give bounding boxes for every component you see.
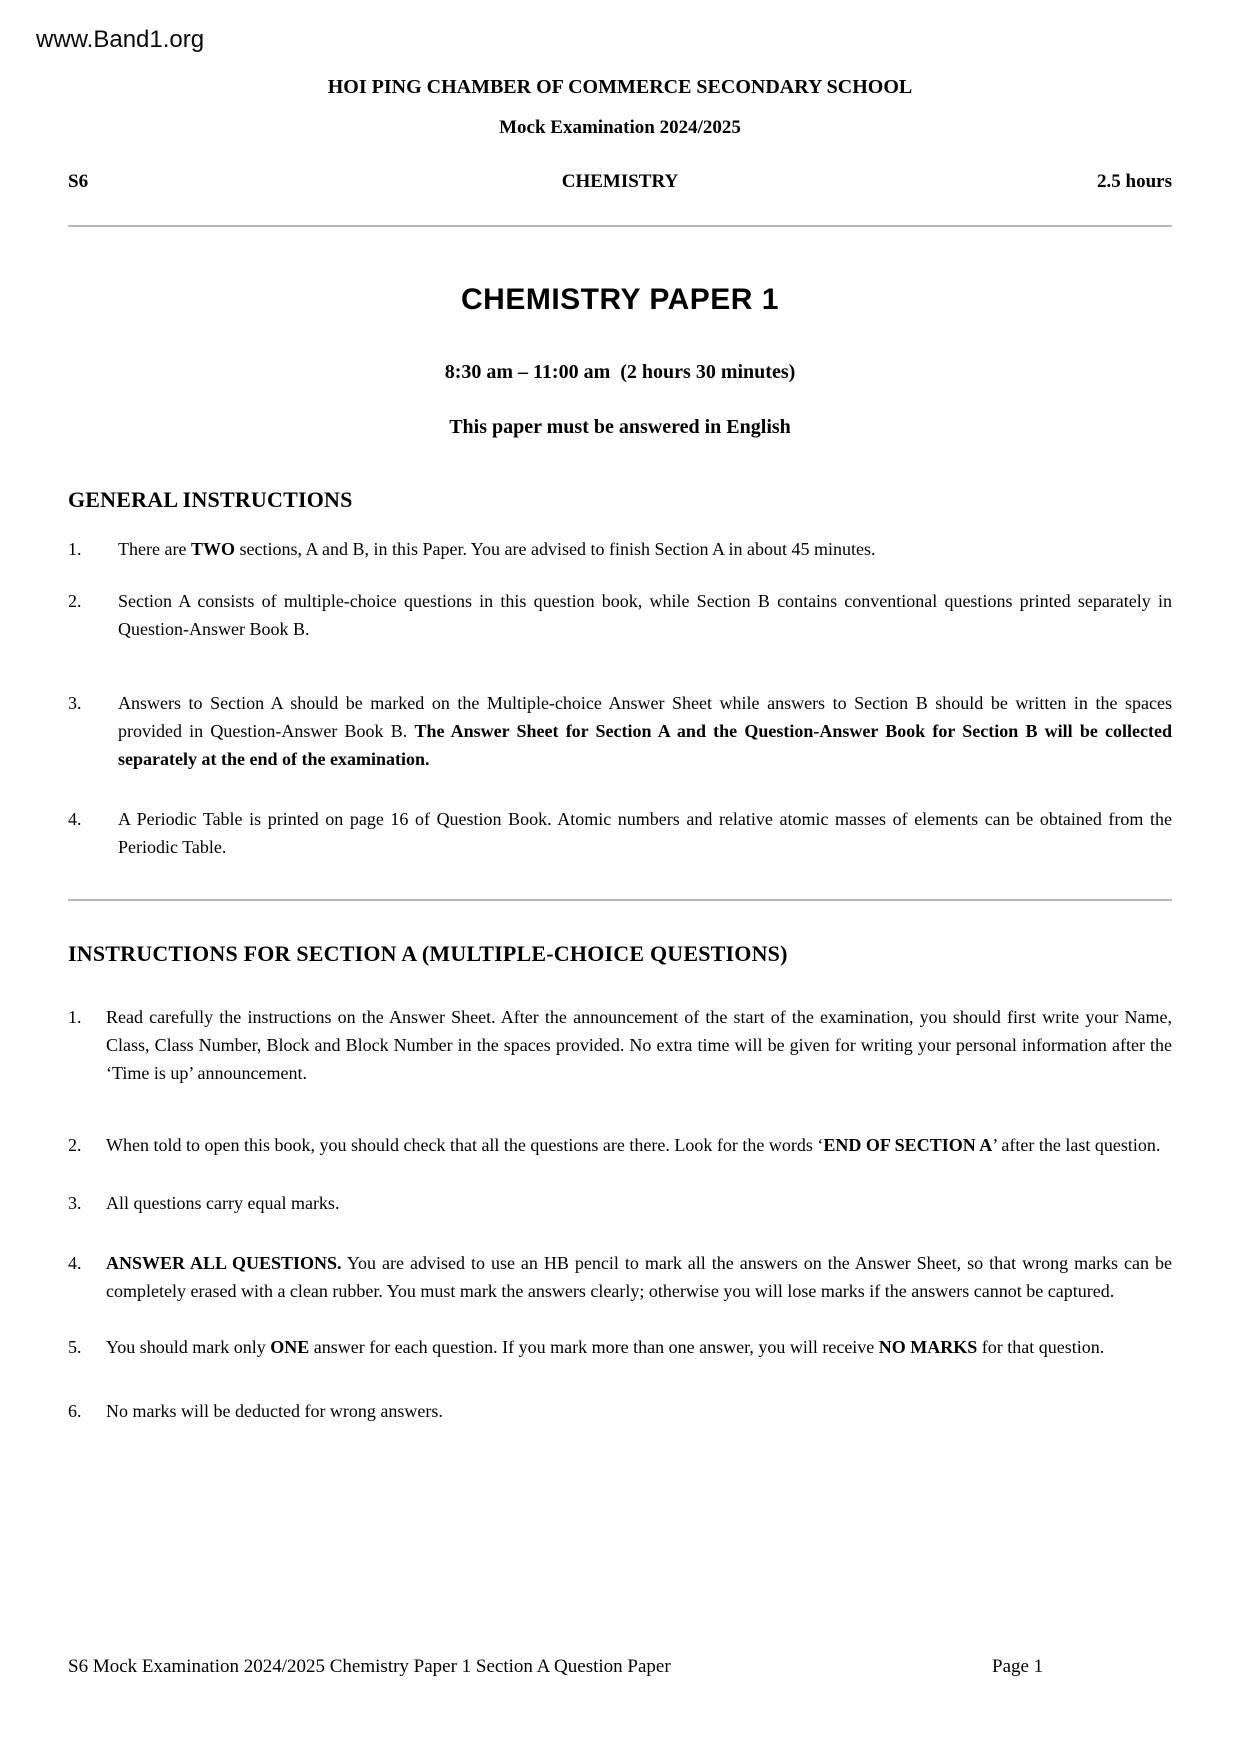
section-a-instructions-heading: INSTRUCTIONS FOR SECTION A (MULTIPLE-CHOICE QUESTIONS) [68,941,788,966]
item-text: Read carefully the instructions on the Answer Sheet. After the announcement of the start of the examination, you should first write your Name, Class, Class Number, Block and Block Number in the spaces provided. No extra time will be given for writing your personal information after the ‘Time is up’ announcement. [106,1007,1172,1083]
exam-duration: 2.5 hours [1097,171,1172,192]
item-text: A Periodic Table is printed on page 16 of Question Book. Atomic numbers and relative atomic masses of elements can be obtained from the Periodic Table. [118,809,1172,857]
paper-header [68,0,1172,193]
page-footer [68,1656,1172,1678]
exam-time: 8:30 am – 11:00 am (2 hours 30 minutes) [444,361,796,383]
instruction-item [68,1003,1172,1087]
item-text: No marks will be deducted for wrong answers. [106,1401,443,1421]
page-number: Page 1 [992,1656,1044,1677]
school-name: HOI PING CHAMBER OF COMMERCE SECONDARY SCHOOL [327,76,913,98]
instruction-item [68,1397,1172,1425]
class-level: S6 [68,171,89,192]
general-instructions-heading: GENERAL INSTRUCTIONS [68,487,353,512]
item-number: 2. [68,591,82,611]
item-text: Answers to Section A should be marked on the Multiple-choice Answer Sheet while answers to Section B should be written in the spaces provided in Question-Answer Book B. The Answer Sheet for Section A and the Question-Answer Book for Section B will be collected separately at the end of the examination. [118,693,1172,769]
language-note: This paper must be answered in English [449,416,791,438]
title-block [68,283,1172,439]
item-number: 5. [68,1337,82,1357]
instruction-item [68,1333,1172,1361]
section-divider [68,899,1172,901]
paper-meta-row [68,171,1172,193]
item-number: 2. [68,1135,82,1155]
general-instructions-list [68,535,1172,861]
item-number: 4. [68,1253,82,1273]
instruction-item [68,1189,1172,1217]
section-a-instructions-list [68,1003,1172,1425]
item-number: 1. [68,539,82,559]
header-divider [68,225,1172,227]
item-number: 1. [68,1007,82,1027]
subject-name: CHEMISTRY [561,171,679,192]
item-text: When told to open this book, you should check that all the questions are there. Look for the words ‘END OF SECTION A’ after the last question. [106,1135,1161,1155]
item-text: Section A consists of multiple-choice questions in this question book, while Section B contains conventional questions printed separately in Question-Answer Book B. [118,591,1172,639]
watermark-url: www.Band1.org [36,26,205,53]
section-a-instructions-section [68,941,1172,1425]
item-text: There are TWO sections, A and B, in this Paper. You are advised to finish Section A in about 45 minutes. [118,539,876,559]
item-number: 6. [68,1401,82,1421]
instruction-item [68,805,1172,861]
item-number: 3. [68,1193,82,1213]
item-text: ANSWER ALL QUESTIONS. You are advised to use an HB pencil to mark all the answers on the Answer Sheet, so that wrong marks can be completely erased with a clean rubber. You must mark the answers clearly; otherwise you will lose marks if the answers cannot be captured. [106,1253,1172,1301]
instruction-item [68,535,1172,563]
footer-text: S6 Mock Examination 2024/2025 Chemistry Paper 1 Section A Question Paper [68,1656,671,1677]
general-instructions-section [68,487,1172,861]
instruction-item [68,689,1172,773]
item-text: You should mark only ONE answer for each question. If you mark more than one answer, you will receive NO MARKS for that question. [106,1337,1105,1357]
instruction-item [68,1249,1172,1305]
item-number: 3. [68,693,82,713]
paper-title: CHEMISTRY PAPER 1 [460,283,779,316]
instruction-item [68,1131,1172,1159]
item-number: 4. [68,809,82,829]
exam-title: Mock Examination 2024/2025 [499,117,741,138]
item-text: All questions carry equal marks. [106,1193,340,1213]
instruction-item [68,587,1172,643]
